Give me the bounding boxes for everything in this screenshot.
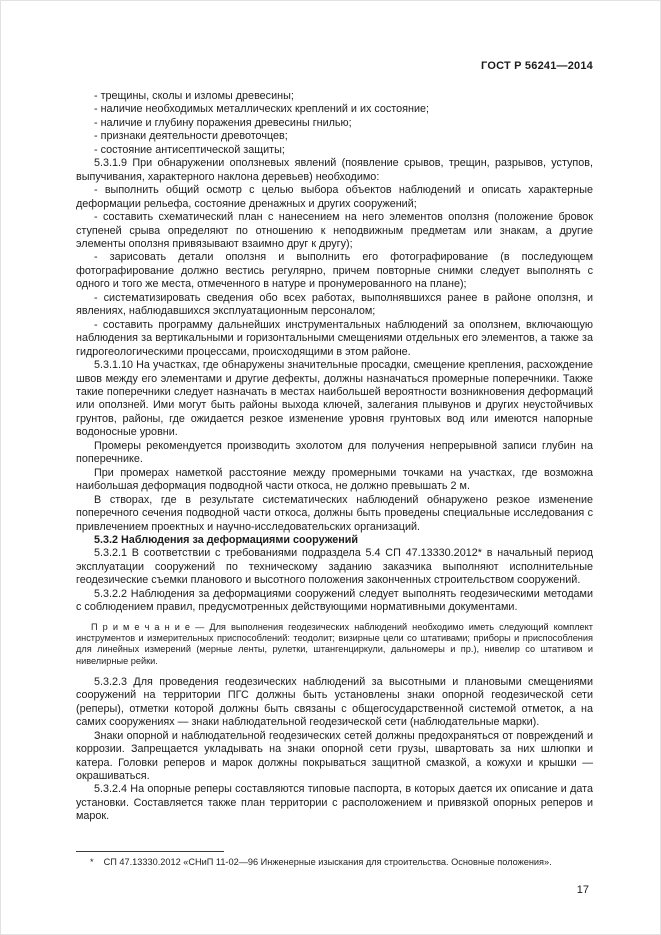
footnote bbox=[76, 857, 593, 868]
document-body bbox=[76, 90, 593, 824]
paragraph: - составить схематический план с нанесением на него элементов оползня (положение бровок ступеней срыва определяют по отношению к неподвижным предметам или знакам, а другие элементы оползня привязывают взаимно друг к другу); bbox=[76, 211, 593, 250]
paragraph: Знаки опорной и наблюдательной геодезических сетей должны предохраняться от повреждений и коррозии. Запрещается укладывать на знаки опорной сети грузы, швартовать за них шлюпки и катера. Головки реперов и марок должны покрываться защитной смазкой, а кожухи и крышки — окрашиваться. bbox=[76, 729, 593, 783]
footnote-area bbox=[76, 851, 593, 868]
paragraph: - выполнить общий осмотр с целью выбора объектов наблюдений и описать характерные деформации рельефа, состояние дренажных и других сооружений; bbox=[76, 184, 593, 210]
paragraph: 5.3.2.1 В соответствии с требованиями подраздела 5.4 СП 47.13330.2012* в начальный период эксплуатации сооружений по техническому заданию заказчика выполняют исполнительные геодезические съемки планового и высотного положения законченных строительством сооружений. bbox=[76, 547, 593, 587]
paragraph: Промеры рекомендуется производить эхолотом для получения непрерывной записи глубин на поперечнике. bbox=[76, 439, 593, 466]
paragraph: 5.3.1.9 При обнаружении оползневых явлений (появление срывов, трещин, разрывов, уступов, выпучивания, характерного наклона деревьев) необходимо: bbox=[76, 157, 593, 183]
footnote-divider bbox=[76, 851, 224, 852]
footnote-marker: * bbox=[90, 857, 94, 867]
paragraph: 5.3.2.3 Для проведения геодезических наблюдений за высотными и плановыми смещениями сооружений на территории ПГС должны быть установлены знаки опорной геодезической сети (реперы), отметки которой должны быть связаны с общегосударственной системой отметок, а на самих сооружениях — знаки наблюдательной геодезической сети (наблюдательные марки). bbox=[76, 675, 593, 729]
footnote-text: СП 47.13330.2012 «СНиП 11-02—96 Инженерные изыскания для строительства. Основные положения». bbox=[103, 857, 552, 867]
paragraph: - систематизировать сведения обо всех работах, выполнявшихся ранее в районе оползня, и явлениях, наблюдавшихся эксплуатационным персоналом; bbox=[76, 291, 593, 318]
paragraph: 5.3.2.4 На опорные реперы составляются типовые паспорта, в которых дается их описание и дата установки. Составляется также план территории с расположением и привязкой опорных реперов и марок. bbox=[76, 783, 593, 823]
paragraph: - составить программу дальнейших инструментальных наблюдений за оползнем, включающую наблюдения за вертикальными и горизонтальными смещениями отдельных его элементов, а также за гидрогеологическими процессами, происходящими в этом районе. bbox=[76, 318, 593, 358]
document-code-header: ГОСТ Р 56241—2014 bbox=[481, 60, 593, 72]
paragraph: - наличие и глубину поражения древесины гнилью; bbox=[94, 116, 352, 129]
paragraph: - трещины, сколы и изломы древесины; bbox=[94, 90, 294, 102]
paragraph: 5.3.2.2 Наблюдения за деформациями сооружений следует выполнять геодезическими методами с соблюдением правил, предусмотренных действующими нормативными документами. bbox=[76, 587, 593, 614]
paragraph: В створах, где в результате систематических наблюдений обнаружено резкое изменение поперечного сечения подводной части откоса, должны быть проведены специальные исследования с привлечением проектных и научно-исследовательских организаций. bbox=[76, 493, 593, 533]
paragraph: 5.3.1.10 На участках, где обнаружены значительные просадки, смещение крепления, расхождение швов между его элементами и другие дефекты, должны назначаться промерные поперечники. Также такие поперечники следует назначать в местах наибольшей вероятности возникновения деформаций или оползней. Ими могут быть районы выхода ключей, залегания плывунов и других неустойчивых грунтов, районы, где ожидается резкое изменение уровня грунтовых вод или имеются напорные водоносные уровни. bbox=[76, 359, 593, 439]
paragraph: При промерах наметкой расстояние между промерными точками на участках, где возможна наибольшая деформация подводной части откоса, не должно превышать 2 м. bbox=[76, 466, 593, 493]
note-paragraph: П р и м е ч а н и е — Для выполнения геодезических наблюдений необходимо иметь следующий комплект инструментов и измерительных приспособлений: теодолит; визирные цели со штативами; приборы и приспособления для линейных измерений (мерные ленты, рулетки, штангенциркули, дальномеры и пр.), нивелир со штативом и нивелирные рейки. bbox=[76, 621, 593, 666]
section-heading: 5.3.2 Наблюдения за деформациями сооружений bbox=[94, 533, 359, 546]
paragraph: - наличие необходимых металлических креплений и их состояние; bbox=[94, 103, 429, 116]
page-number: 17 bbox=[576, 884, 589, 896]
paragraph: - зарисовать детали оползня и выполнить его фотографирование (в последующем фотографирование должно вестись регулярно, причем повторные снимки следует выполнять с одного и того же места, отмеченного в натуре и пронумерованного на плане); bbox=[76, 251, 593, 291]
paragraph: - состояние антисептической защиты; bbox=[94, 143, 285, 156]
paragraph: - признаки деятельности древоточцев; bbox=[94, 130, 288, 143]
